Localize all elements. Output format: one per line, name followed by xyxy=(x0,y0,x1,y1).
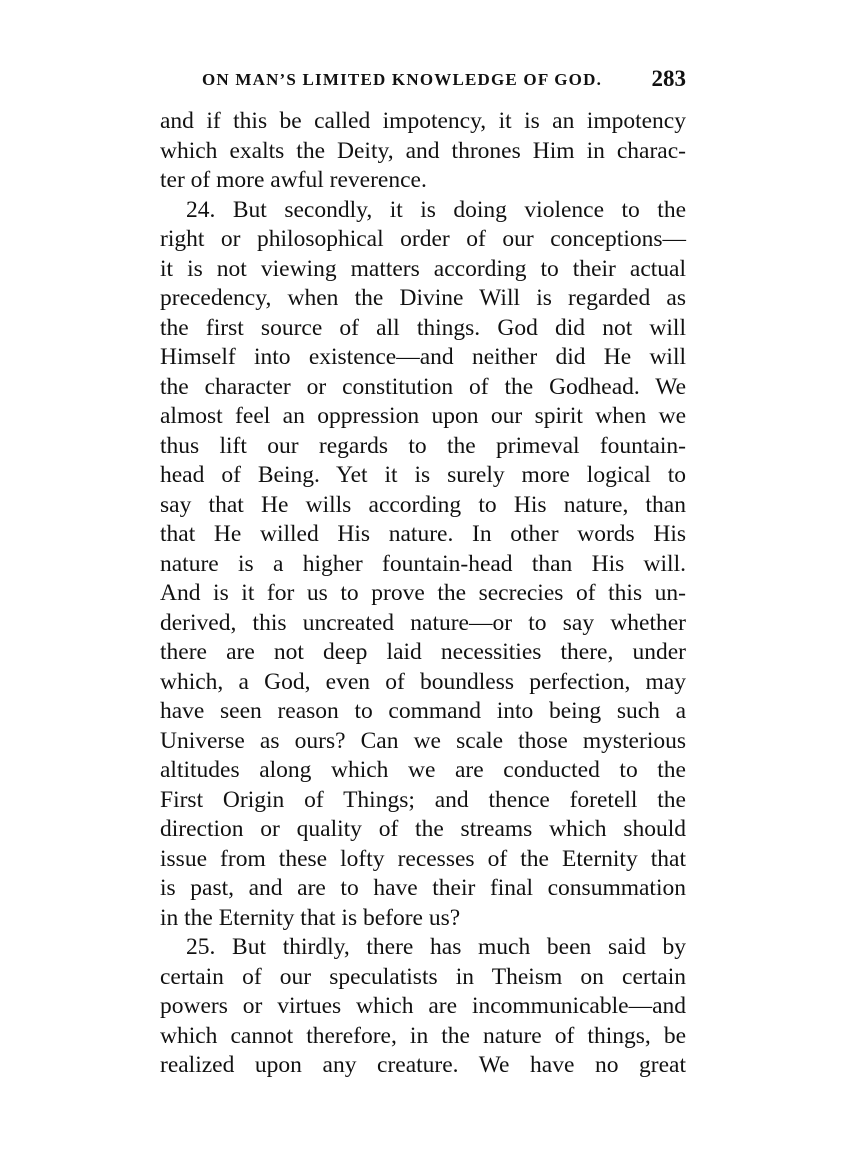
text-line: thus lift our regards to the primeval fountain- xyxy=(160,432,686,459)
text-line: that He willed His nature. In other words His xyxy=(160,521,686,547)
text-line: is past, and are to have their final consummation xyxy=(160,875,686,901)
running-title: ON MAN’S LIMITED KNOWLEDGE OF GOD. xyxy=(202,70,603,89)
text-line: and if this be called impotency, it is an impotency xyxy=(160,108,686,134)
text-line: in the Eternity that is before us? xyxy=(160,904,461,931)
text-line: altitudes along which we are conducted to the xyxy=(160,757,686,783)
paragraph-start-line: 25. But thirdly, there has much been said by xyxy=(186,934,686,960)
page-number: 283 xyxy=(651,66,686,91)
text-line: ter of more awful reverence. xyxy=(160,167,427,193)
text-line: Universe as ours? Can we scale those mysterious xyxy=(160,727,686,754)
text-line: issue from these lofty recesses of the Eternity that xyxy=(160,845,686,872)
text-line: have seen reason to command into being such a xyxy=(160,698,686,724)
text-line: right or philosophical order of our conceptions— xyxy=(160,226,686,252)
text-line: the character or constitution of the Godhead. We xyxy=(160,373,686,400)
text-line: powers or virtues which are incommunicable—and xyxy=(160,993,686,1019)
text-line: head of Being. Yet it is surely more logical to xyxy=(160,462,686,488)
text-line: which exalts the Deity, and thrones Him in charac- xyxy=(160,137,686,164)
text-line: direction or quality of the streams which should xyxy=(160,816,686,842)
text-line: the first source of all things. God did not will xyxy=(160,314,686,341)
running-head xyxy=(160,64,686,94)
text-line: realized upon any creature. We have no great xyxy=(160,1052,686,1078)
text-line: And is it for us to prove the secrecies of this un- xyxy=(160,580,686,606)
text-line: derived, this uncreated nature—or to say whether xyxy=(160,609,686,636)
text-line: Himself into existence—and neither did He will xyxy=(160,344,686,370)
text-line: which, a God, even of boundless perfection, may xyxy=(160,668,686,695)
text-line: there are not deep laid necessities there, under xyxy=(160,639,686,665)
text-line: which cannot therefore, in the nature of things, be xyxy=(160,1022,686,1049)
text-line: First Origin of Things; and thence foretell the xyxy=(160,786,686,813)
text-line: say that He wills according to His nature, than xyxy=(160,491,686,518)
text-line: certain of our speculatists in Theism on certain xyxy=(160,963,686,990)
text-line: precedency, when the Divine Will is regarded as xyxy=(160,285,686,311)
text-line: it is not viewing matters according to their actual xyxy=(160,255,686,282)
text-line: almost feel an oppression upon our spirit when we xyxy=(160,403,686,429)
paragraph-start-line: 24. But secondly, it is doing violence to the xyxy=(186,196,686,223)
body-text xyxy=(160,107,686,1081)
text-line: nature is a higher fountain-head than His will. xyxy=(160,550,686,577)
